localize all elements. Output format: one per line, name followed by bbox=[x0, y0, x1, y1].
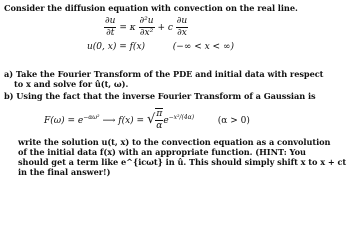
frac-den: ∂x² bbox=[139, 28, 154, 38]
f-exp-base: e bbox=[163, 116, 169, 126]
gaussian-transform-equation bbox=[44, 108, 250, 131]
frac-num: π bbox=[156, 109, 163, 119]
initial-condition bbox=[87, 42, 234, 52]
part-a-line-2: to x and solve for û(t, ω). bbox=[14, 79, 129, 89]
frac-den: α bbox=[156, 121, 163, 131]
sqrt-pi-over-alpha bbox=[147, 108, 163, 131]
part-a-line-1: a) Take the Fourier Transform of the PDE and initial data with respect bbox=[4, 69, 324, 79]
arrow: ⟶ bbox=[102, 116, 119, 126]
part-b-text-line-2: of the initial data f(x) with an appropriate function. (HINT: You bbox=[18, 147, 306, 157]
frac-den: ∂t bbox=[106, 28, 115, 38]
frac-du-dx bbox=[176, 17, 188, 38]
radical-sign: √ bbox=[146, 112, 156, 127]
frac-num: ∂u bbox=[105, 16, 116, 26]
part-b-text-line-1: write the solution u(t, x) to the convection equation as a convolution bbox=[18, 137, 331, 147]
equals-kappa: = κ bbox=[119, 23, 136, 33]
pde-equation bbox=[104, 17, 188, 38]
F-exponent: −αω² bbox=[83, 114, 100, 121]
f-lhs: f(x) = bbox=[118, 116, 145, 126]
alpha-condition: (α > 0) bbox=[217, 116, 250, 126]
problem-intro: Consider the diffusion equation with convection on the real line. bbox=[4, 3, 298, 13]
frac-num: ∂u bbox=[176, 16, 188, 26]
part-b-text-line-3: should get a term like e^{icωt} in û. This should simply shift x to x + ct bbox=[18, 157, 347, 167]
frac-den: ∂x bbox=[177, 28, 187, 38]
ic-domain: (−∞ < x < ∞) bbox=[172, 42, 234, 52]
ic-lhs: u(0, x) = f(x) bbox=[87, 42, 146, 52]
frac-num: ∂²u bbox=[139, 16, 154, 26]
f-exponent: −x²/(4α) bbox=[168, 114, 195, 121]
F-lhs: F(ω) = e bbox=[44, 116, 84, 126]
frac-du-dt bbox=[104, 17, 116, 38]
part-b-text-line-4: in the final answer!) bbox=[18, 167, 111, 177]
plus-c: + c bbox=[157, 23, 173, 33]
part-b-line-1: b) Using the fact that the inverse Fourier Transform of a Gaussian is bbox=[4, 91, 316, 101]
frac-d2u-dx2 bbox=[139, 17, 155, 38]
